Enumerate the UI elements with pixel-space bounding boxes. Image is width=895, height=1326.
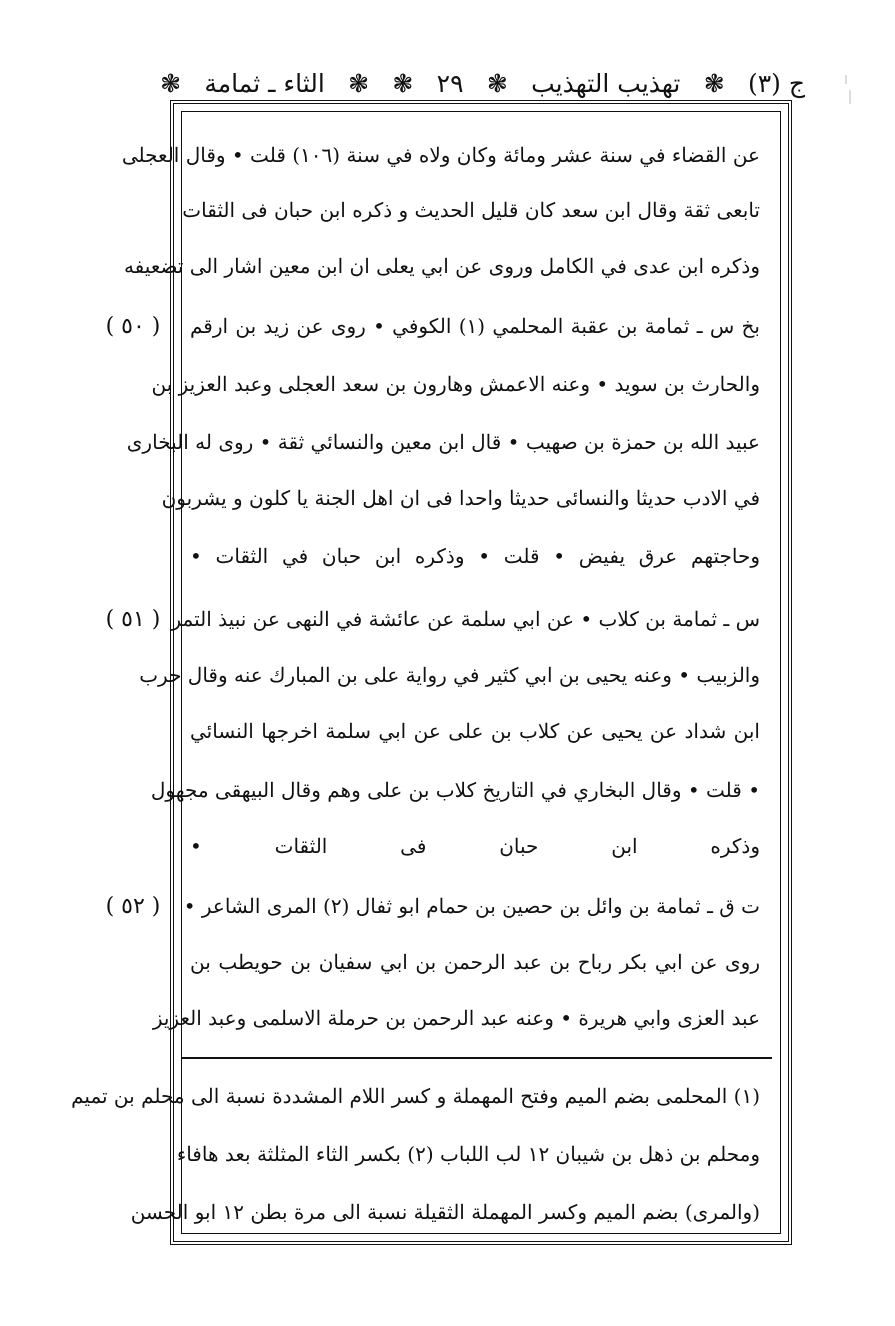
volume-label: ج (٣): [747, 68, 805, 98]
section-title: الثاء ـ ثمامة: [204, 68, 325, 98]
scan-speck-marks: [840, 70, 860, 130]
entry-heading-line: س ـ ثمامة بن كلاب • عن ابي سلمة عن عائشة في النهى عن نبيذ التمر: [171, 607, 760, 631]
page-header: [160, 62, 805, 104]
footnote-divider: [182, 1057, 772, 1059]
entry-number: ( ٥٠ ): [105, 314, 161, 339]
text-line: ابن شداد عن يحيى عن كلاب بن على عن ابي سلمة اخرجها النسائي: [190, 719, 760, 743]
text-line: عن القضاء في سنة عشر ومائة وكان ولاه في سنة (١٠٦) قلت • وقال العجلى: [121, 143, 760, 167]
text-line: • قلت • وقال البخاري في التاريخ كلاب بن على وهم وقال البيهقى مجهول: [150, 778, 760, 802]
book-title: تهذيب التهذيب: [531, 68, 681, 98]
text-line: تابعى ثقة وقال ابن سعد كان قليل الحديث و ذكره ابن حبان فى الثقات: [182, 198, 760, 222]
entry-heading-line: ت ق ـ ثمامة بن وائل بن حصين بن حمام ابو ثفال (٢) المرى الشاعر •: [183, 894, 760, 918]
text-line: وحاجتهم عرق يفيض • قلت • وذكره ابن حبان في الثقات •: [190, 544, 760, 568]
ornament-icon: ❃: [348, 68, 370, 98]
ornament-icon: ❃: [703, 68, 725, 98]
text-line: روى عن ابي بكر رباح بن عبد الرحمن بن ابي سفيان بن حويطب بن: [190, 950, 760, 974]
text-line: والزبيب • وعنه يحيى بن ابي كثير في رواية على بن المبارك عنه وقال حرب: [139, 663, 760, 687]
ornament-icon: ❃: [392, 68, 414, 98]
footnote-line: (والمرى) بضم الميم وكسر المهملة الثقيلة نسبة الى مرة بطن ١٢ ابو الحسن: [130, 1200, 760, 1224]
ornament-icon: ❃: [160, 68, 182, 98]
entry-heading-line: بخ س ـ ثمامة بن عقبة المحلمي (١) الكوفي • روى عن زيد بن ارقم: [190, 314, 760, 338]
text-line: وذكره ابن عدى في الكامل وروى عن ابي يعلى ان ابن معين اشار الى تضعيفه: [123, 254, 760, 278]
text-line: في الادب حديثا والنسائى حديثا واحدا فى ان اهل الجنة يا كلون و يشربون: [161, 486, 760, 510]
page-number: ٢٩: [436, 68, 464, 98]
footnote-line: ومحلم بن ذهل بن شيبان ١٢ لب اللباب (٢) بكسر الثاء المثلثة بعد هافاء: [176, 1142, 760, 1166]
text-line: عبد العزى وابي هريرة • وعنه عبد الرحمن بن حرملة الاسلمى وعبد العزيز: [152, 1006, 760, 1030]
text-line: عبيد الله بن حمزة بن صهيب • قال ابن معين والنسائي ثقة • روى له البخارى: [126, 430, 760, 454]
footnote-line: (١) المحلمى بضم الميم وفتح المهملة و كسر اللام المشددة نسبة الى محلم بن تميم: [71, 1084, 760, 1108]
entry-number: ( ٥٢ ): [105, 894, 161, 919]
text-line: والحارث بن سويد • وعنه الاعمش وهارون بن سعد العجلى وعبد العزيز بن: [151, 372, 760, 396]
entry-number: ( ٥١ ): [105, 607, 161, 632]
ornament-icon: ❃: [486, 68, 508, 98]
text-line: وذكره ابن حبان فى الثقات •: [190, 834, 760, 858]
